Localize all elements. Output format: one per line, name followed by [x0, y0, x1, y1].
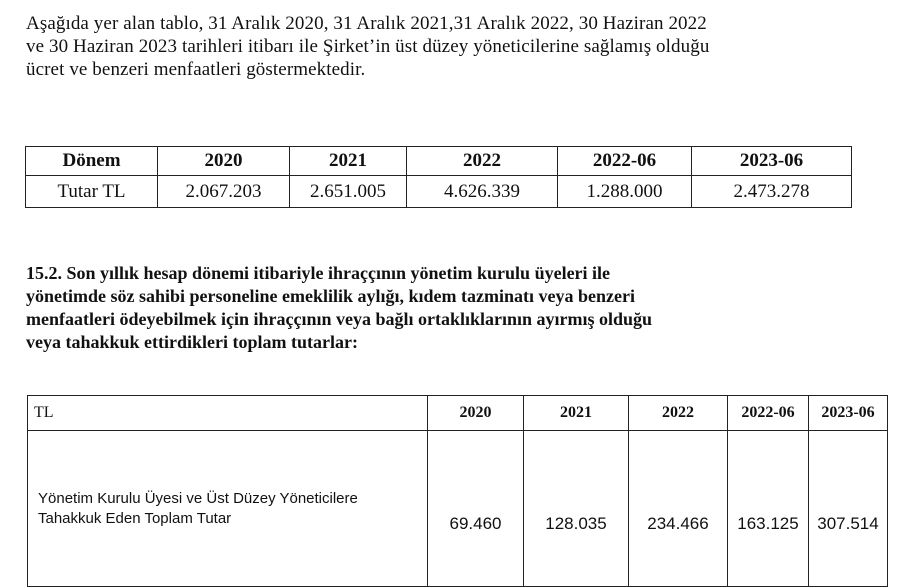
table-row: [26, 176, 852, 208]
intro-line: ve 30 Haziran 2023 tarihleri itibarı ile Şirket’in üst düzey yöneticilerine sağlamış olduğu: [26, 36, 710, 57]
row-label: Tutar TL: [26, 176, 158, 208]
intro-line: ücret ve benzeri menfaatleri göstermektedir.: [26, 59, 366, 80]
value-cell: 234.466: [629, 431, 728, 587]
value-cell: 69.460: [428, 431, 524, 587]
header-cell: Dönem: [26, 147, 158, 176]
value-cell: 163.125: [728, 431, 809, 587]
section-line: 15.2. Son yıllık hesap dönemi itibariyle ihraççının yönetim kurulu üyeleri ile: [26, 263, 611, 283]
table-header-row: [28, 396, 888, 431]
section-line: veya tahakkuk ettirdikleri toplam tutarlar:: [26, 332, 358, 352]
header-cell: 2022-06: [728, 396, 809, 431]
compensation-table: [25, 146, 852, 208]
header-cell: 2023-06: [692, 147, 852, 176]
value-cell: 2.067.203: [158, 176, 290, 208]
row-label: [28, 431, 428, 587]
section-line: yönetimde söz sahibi personeline emeklilik aylığı, kıdem tazminatı veya benzeri: [26, 286, 635, 306]
table-row: [28, 431, 888, 587]
header-cell: TL: [28, 396, 428, 431]
value-cell: 2.651.005: [290, 176, 407, 208]
value-cell: 4.626.339: [407, 176, 558, 208]
table-header-row: [26, 147, 852, 176]
board-benefits-table: [27, 395, 888, 587]
value-cell: 307.514: [809, 431, 888, 587]
header-cell: 2022: [629, 396, 728, 431]
value-cell: 128.035: [524, 431, 629, 587]
header-cell: 2022: [407, 147, 558, 176]
header-cell: 2020: [428, 396, 524, 431]
header-cell: 2021: [524, 396, 629, 431]
header-cell: 2023-06: [809, 396, 888, 431]
section-heading: [26, 262, 886, 354]
value-cell: 1.288.000: [558, 176, 692, 208]
header-cell: 2021: [290, 147, 407, 176]
row-label-line: Yönetim Kurulu Üyesi ve Üst Düzey Yöneticilere: [38, 489, 358, 507]
header-cell: 2022-06: [558, 147, 692, 176]
row-label-line: Tahakkuk Eden Toplam Tutar: [38, 509, 232, 527]
section-line: menfaatleri ödeyebilmek için ihraççının veya bağlı ortaklıklarının ayırmış olduğu: [26, 309, 653, 329]
value-cell: 2.473.278: [692, 176, 852, 208]
header-cell: 2020: [158, 147, 290, 176]
intro-line: Aşağıda yer alan tablo, 31 Aralık 2020, 31 Aralık 2021,31 Aralık 2022, 30 Haziran 2022: [26, 13, 707, 34]
intro-paragraph: [26, 12, 886, 81]
